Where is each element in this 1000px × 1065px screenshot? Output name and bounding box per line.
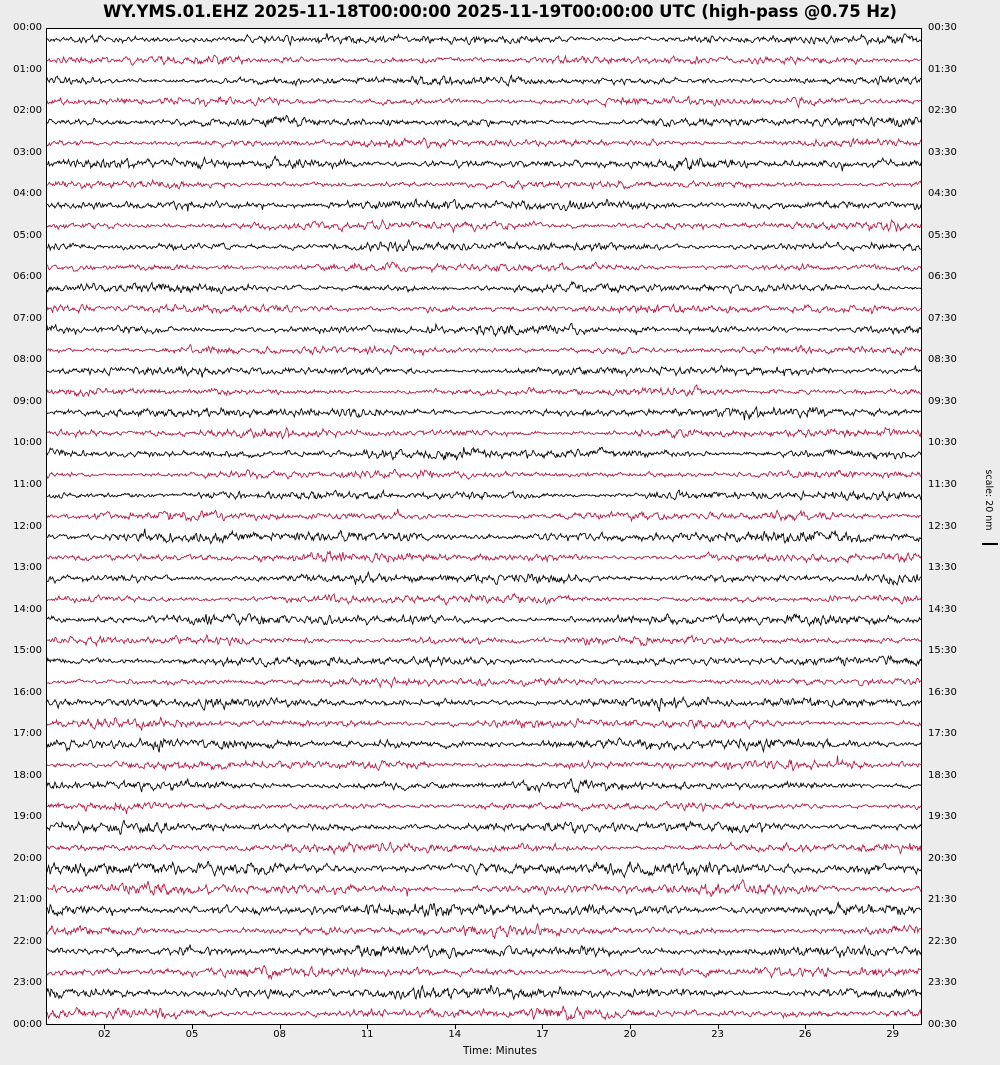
trace-line [47,96,921,107]
trace-line [47,282,921,294]
x-axis-tick: 14 [448,1029,462,1040]
trace-line [47,55,921,65]
y-axis-tick-right: 01:30 [928,63,957,75]
trace-line [47,447,921,460]
trace-line [47,880,921,897]
trace-line [47,861,921,877]
trace-line [47,966,921,979]
x-axis-tick: 02 [98,1029,111,1040]
y-axis-tick-left: 23:00 [13,977,42,989]
y-axis-tick-right: 22:30 [928,935,957,947]
trace-line [47,345,921,356]
trace-line [47,529,921,544]
y-axis-tick-left: 01:00 [13,63,42,75]
x-axis-tick: 20 [623,1029,637,1040]
y-axis-tick-left: 17:00 [13,728,42,740]
y-axis-tick-left: 07:00 [13,312,42,324]
y-axis-tick-left: 12:00 [13,520,42,532]
y-axis-tick-right: 13:30 [928,562,957,574]
x-axis-tick: 08 [273,1029,286,1040]
y-axis-tick-right: 00:30 [928,1019,957,1030]
x-axis-tick: 11 [360,1029,374,1040]
y-axis-tick-right: 21:30 [928,894,957,906]
trace-line [47,156,921,171]
y-axis-tick-left: 08:00 [13,354,42,366]
y-axis-tick-left: 00:00 [13,22,42,33]
x-axis-label: Time: Minutes [463,1045,537,1057]
y-axis-tick-left: 18:00 [13,769,42,781]
x-axis-tickmark [280,1025,281,1029]
x-axis-tick: 17 [536,1029,549,1040]
trace-line [47,509,921,521]
x-axis-tickmark [805,1025,806,1029]
y-axis-tick-left: 09:00 [13,395,42,407]
trace-line [47,551,921,563]
trace-line [47,801,921,814]
trace-line [47,1006,921,1020]
y-axis-tick-right: 07:30 [928,312,957,324]
trace-line [47,902,921,916]
y-axis-tick-right: 14:30 [928,603,957,615]
y-axis-tick-left: 14:00 [13,603,42,615]
y-axis-tick-left: 00:00 [13,1019,42,1030]
trace-line [47,365,921,377]
trace-line [47,594,921,605]
trace-line [47,304,921,313]
scale-label: scale: 20 nm [983,469,994,531]
x-axis-tickmark [192,1025,193,1029]
x-axis-tickmark [893,1025,894,1029]
trace-line [47,199,921,211]
trace-line [47,115,921,126]
trace-canvas [47,29,921,1024]
x-axis-tickmark [542,1025,543,1029]
y-axis-tick-left: 06:00 [13,271,42,283]
trace-line [47,842,921,853]
plot-area [46,28,922,1025]
y-axis-tick-right: 02:30 [928,105,957,117]
trace-line [47,945,921,959]
y-axis-tick-right: 05:30 [928,229,957,241]
scale-bar [982,543,998,545]
trace-line [47,75,921,86]
y-axis-tick-right: 09:30 [928,395,957,407]
trace-line [47,385,921,397]
trace-line [47,656,921,667]
trace-line [47,717,921,730]
trace-line [47,407,921,420]
trace-line [47,323,921,336]
y-axis-tick-left: 10:00 [13,437,42,449]
trace-line [47,572,921,585]
trace-line [47,220,921,233]
trace-line [47,428,921,439]
y-axis-tick-right: 20:30 [928,852,957,864]
x-axis-tick: 29 [886,1029,900,1040]
trace-line [47,677,921,687]
trace-line [47,755,921,770]
trace-line [47,469,921,479]
y-axis-tick-right: 12:30 [928,520,957,532]
y-axis-tick-right: 03:30 [928,146,957,158]
y-axis-tick-left: 19:00 [13,811,42,823]
y-axis-tick-left: 21:00 [13,894,42,906]
trace-line [47,697,921,711]
x-axis-tickmark [630,1025,631,1029]
y-axis-tick-left: 20:00 [13,852,42,864]
y-axis-tick-left: 22:00 [13,935,42,947]
x-axis-tickmark [367,1025,368,1029]
y-axis-tick-right: 04:30 [928,188,957,200]
x-axis-tick: 05 [185,1029,199,1040]
page-title: WY.YMS.01.EHZ 2025-11-18T00:00:00 2025-11-19T00:00:00 UTC (high-pass @0.75 Hz) [103,2,897,21]
y-axis-tick-left: 02:00 [13,105,42,117]
trace-line [47,138,921,149]
y-axis-tick-right: 18:30 [928,769,957,781]
y-axis-tick-left: 16:00 [13,686,42,698]
trace-line [47,635,921,646]
trace-line [47,490,921,500]
x-axis-tickmark [718,1025,719,1029]
x-axis-tickmark [104,1025,105,1029]
y-axis-tick-right: 06:30 [928,271,957,283]
trace-line [47,738,921,752]
y-axis-tick-left: 03:00 [13,146,42,158]
y-axis-tick-right: 11:30 [928,478,957,490]
trace-line [47,924,921,939]
trace-line [47,180,921,189]
trace-line [47,262,921,272]
trace-line [47,779,921,793]
x-axis-tick: 23 [711,1029,724,1040]
trace-line [47,33,921,45]
trace-line [47,986,921,1000]
x-axis-tickmark [455,1025,456,1029]
trace-line [47,240,921,251]
y-axis-tick-right: 16:30 [928,686,957,698]
y-axis-tick-right: 10:30 [928,437,957,449]
trace-line [47,614,921,626]
y-axis-tick-right: 15:30 [928,645,957,657]
y-axis-tick-right: 19:30 [928,811,957,823]
y-axis-tick-right: 08:30 [928,354,957,366]
x-axis-tick: 26 [798,1029,812,1040]
y-axis-tick-right: 23:30 [928,977,957,989]
y-axis-tick-left: 04:00 [13,188,42,200]
trace-line [47,820,921,834]
y-axis-tick-right: 00:30 [928,22,957,33]
y-axis-tick-left: 15:00 [13,645,42,657]
y-axis-tick-left: 11:00 [13,478,42,490]
y-axis-tick-left: 05:00 [13,229,42,241]
y-axis-tick-left: 13:00 [13,562,42,574]
y-axis-tick-right: 17:30 [928,728,957,740]
